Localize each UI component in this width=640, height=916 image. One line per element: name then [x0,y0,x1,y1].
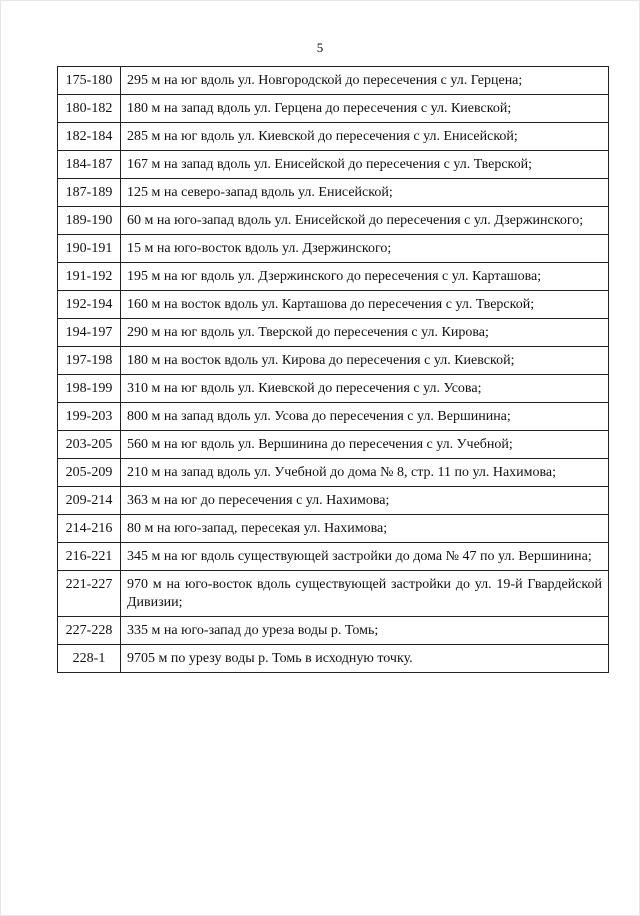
table-row [58,571,609,617]
segment-cell: 228-1 [58,645,121,673]
segment-cell: 182-184 [58,123,121,151]
segment-cell: 187-189 [58,179,121,207]
route-table-body [58,67,609,673]
page-number: 5 [316,40,324,55]
description-cell: 800 м на запад вдоль ул. Усова до пересечения с ул. Вершинина; [121,403,609,431]
description-cell: 125 м на северо-запад вдоль ул. Енисейской; [121,179,609,207]
description-cell: 295 м на юг вдоль ул. Новгородской до пересечения с ул. Герцена; [121,67,609,95]
description-cell: 15 м на юго-восток вдоль ул. Дзержинского; [121,235,609,263]
description-cell: 285 м на юг вдоль ул. Киевской до пересечения с ул. Енисейской; [121,123,609,151]
description-cell: 195 м на юг вдоль ул. Дзержинского до пересечения с ул. Карташова; [121,263,609,291]
description-cell: 290 м на юг вдоль ул. Тверской до пересечения с ул. Кирова; [121,319,609,347]
description-cell: 180 м на запад вдоль ул. Герцена до пересечения с ул. Киевской; [121,95,609,123]
segment-cell: 216-221 [58,543,121,571]
segment-cell: 190-191 [58,235,121,263]
route-table [57,66,609,673]
table-row [58,179,609,207]
description-cell: 345 м на юг вдоль существующей застройки до дома № 47 по ул. Вершинина; [121,543,609,571]
segment-cell: 221-227 [58,571,121,617]
description-cell: 160 м на восток вдоль ул. Карташова до пересечения с ул. Тверской; [121,291,609,319]
table-row [58,403,609,431]
segment-cell: 175-180 [58,67,121,95]
table-row [58,291,609,319]
table-row [58,67,609,95]
table-row [58,487,609,515]
segment-cell: 191-192 [58,263,121,291]
table-row [58,347,609,375]
segment-cell: 180-182 [58,95,121,123]
segment-cell: 194-197 [58,319,121,347]
description-cell: 9705 м по урезу воды р. Томь в исходную точку. [121,645,609,673]
description-cell: 60 м на юго-запад вдоль ул. Енисейской до пересечения с ул. Дзержинского; [121,207,609,235]
table-row [58,95,609,123]
segment-cell: 198-199 [58,375,121,403]
table-row [58,617,609,645]
description-cell: 167 м на запад вдоль ул. Енисейской до пересечения с ул. Тверской; [121,151,609,179]
segment-cell: 189-190 [58,207,121,235]
table-row [58,543,609,571]
table-row [58,263,609,291]
segment-cell: 197-198 [58,347,121,375]
segment-cell: 199-203 [58,403,121,431]
table-row [58,123,609,151]
segment-cell: 192-194 [58,291,121,319]
table-row [58,151,609,179]
segment-cell: 203-205 [58,431,121,459]
description-cell: 80 м на юго-запад, пересекая ул. Нахимова; [121,515,609,543]
segment-cell: 227-228 [58,617,121,645]
segment-cell: 209-214 [58,487,121,515]
description-cell: 560 м на юг вдоль ул. Вершинина до пересечения с ул. Учебной; [121,431,609,459]
description-cell: 210 м на запад вдоль ул. Учебной до дома № 8, стр. 11 по ул. Нахимова; [121,459,609,487]
table-row [58,207,609,235]
table-row [58,235,609,263]
description-cell: 335 м на юго-запад до уреза воды р. Томь; [121,617,609,645]
description-cell: 180 м на восток вдоль ул. Кирова до пересечения с ул. Киевской; [121,347,609,375]
segment-cell: 214-216 [58,515,121,543]
segment-cell: 205-209 [58,459,121,487]
table-row [58,645,609,673]
table-row [58,375,609,403]
table-row [58,459,609,487]
table-row [58,431,609,459]
description-cell: 970 м на юго-восток вдоль существующей застройки до ул. 19-й Гвардейской Дивизии; [121,571,609,617]
description-cell: 310 м на юг вдоль ул. Киевской до пересечения с ул. Усова; [121,375,609,403]
segment-cell: 184-187 [58,151,121,179]
table-row [58,319,609,347]
table-row [58,515,609,543]
description-cell: 363 м на юг до пересечения с ул. Нахимова; [121,487,609,515]
